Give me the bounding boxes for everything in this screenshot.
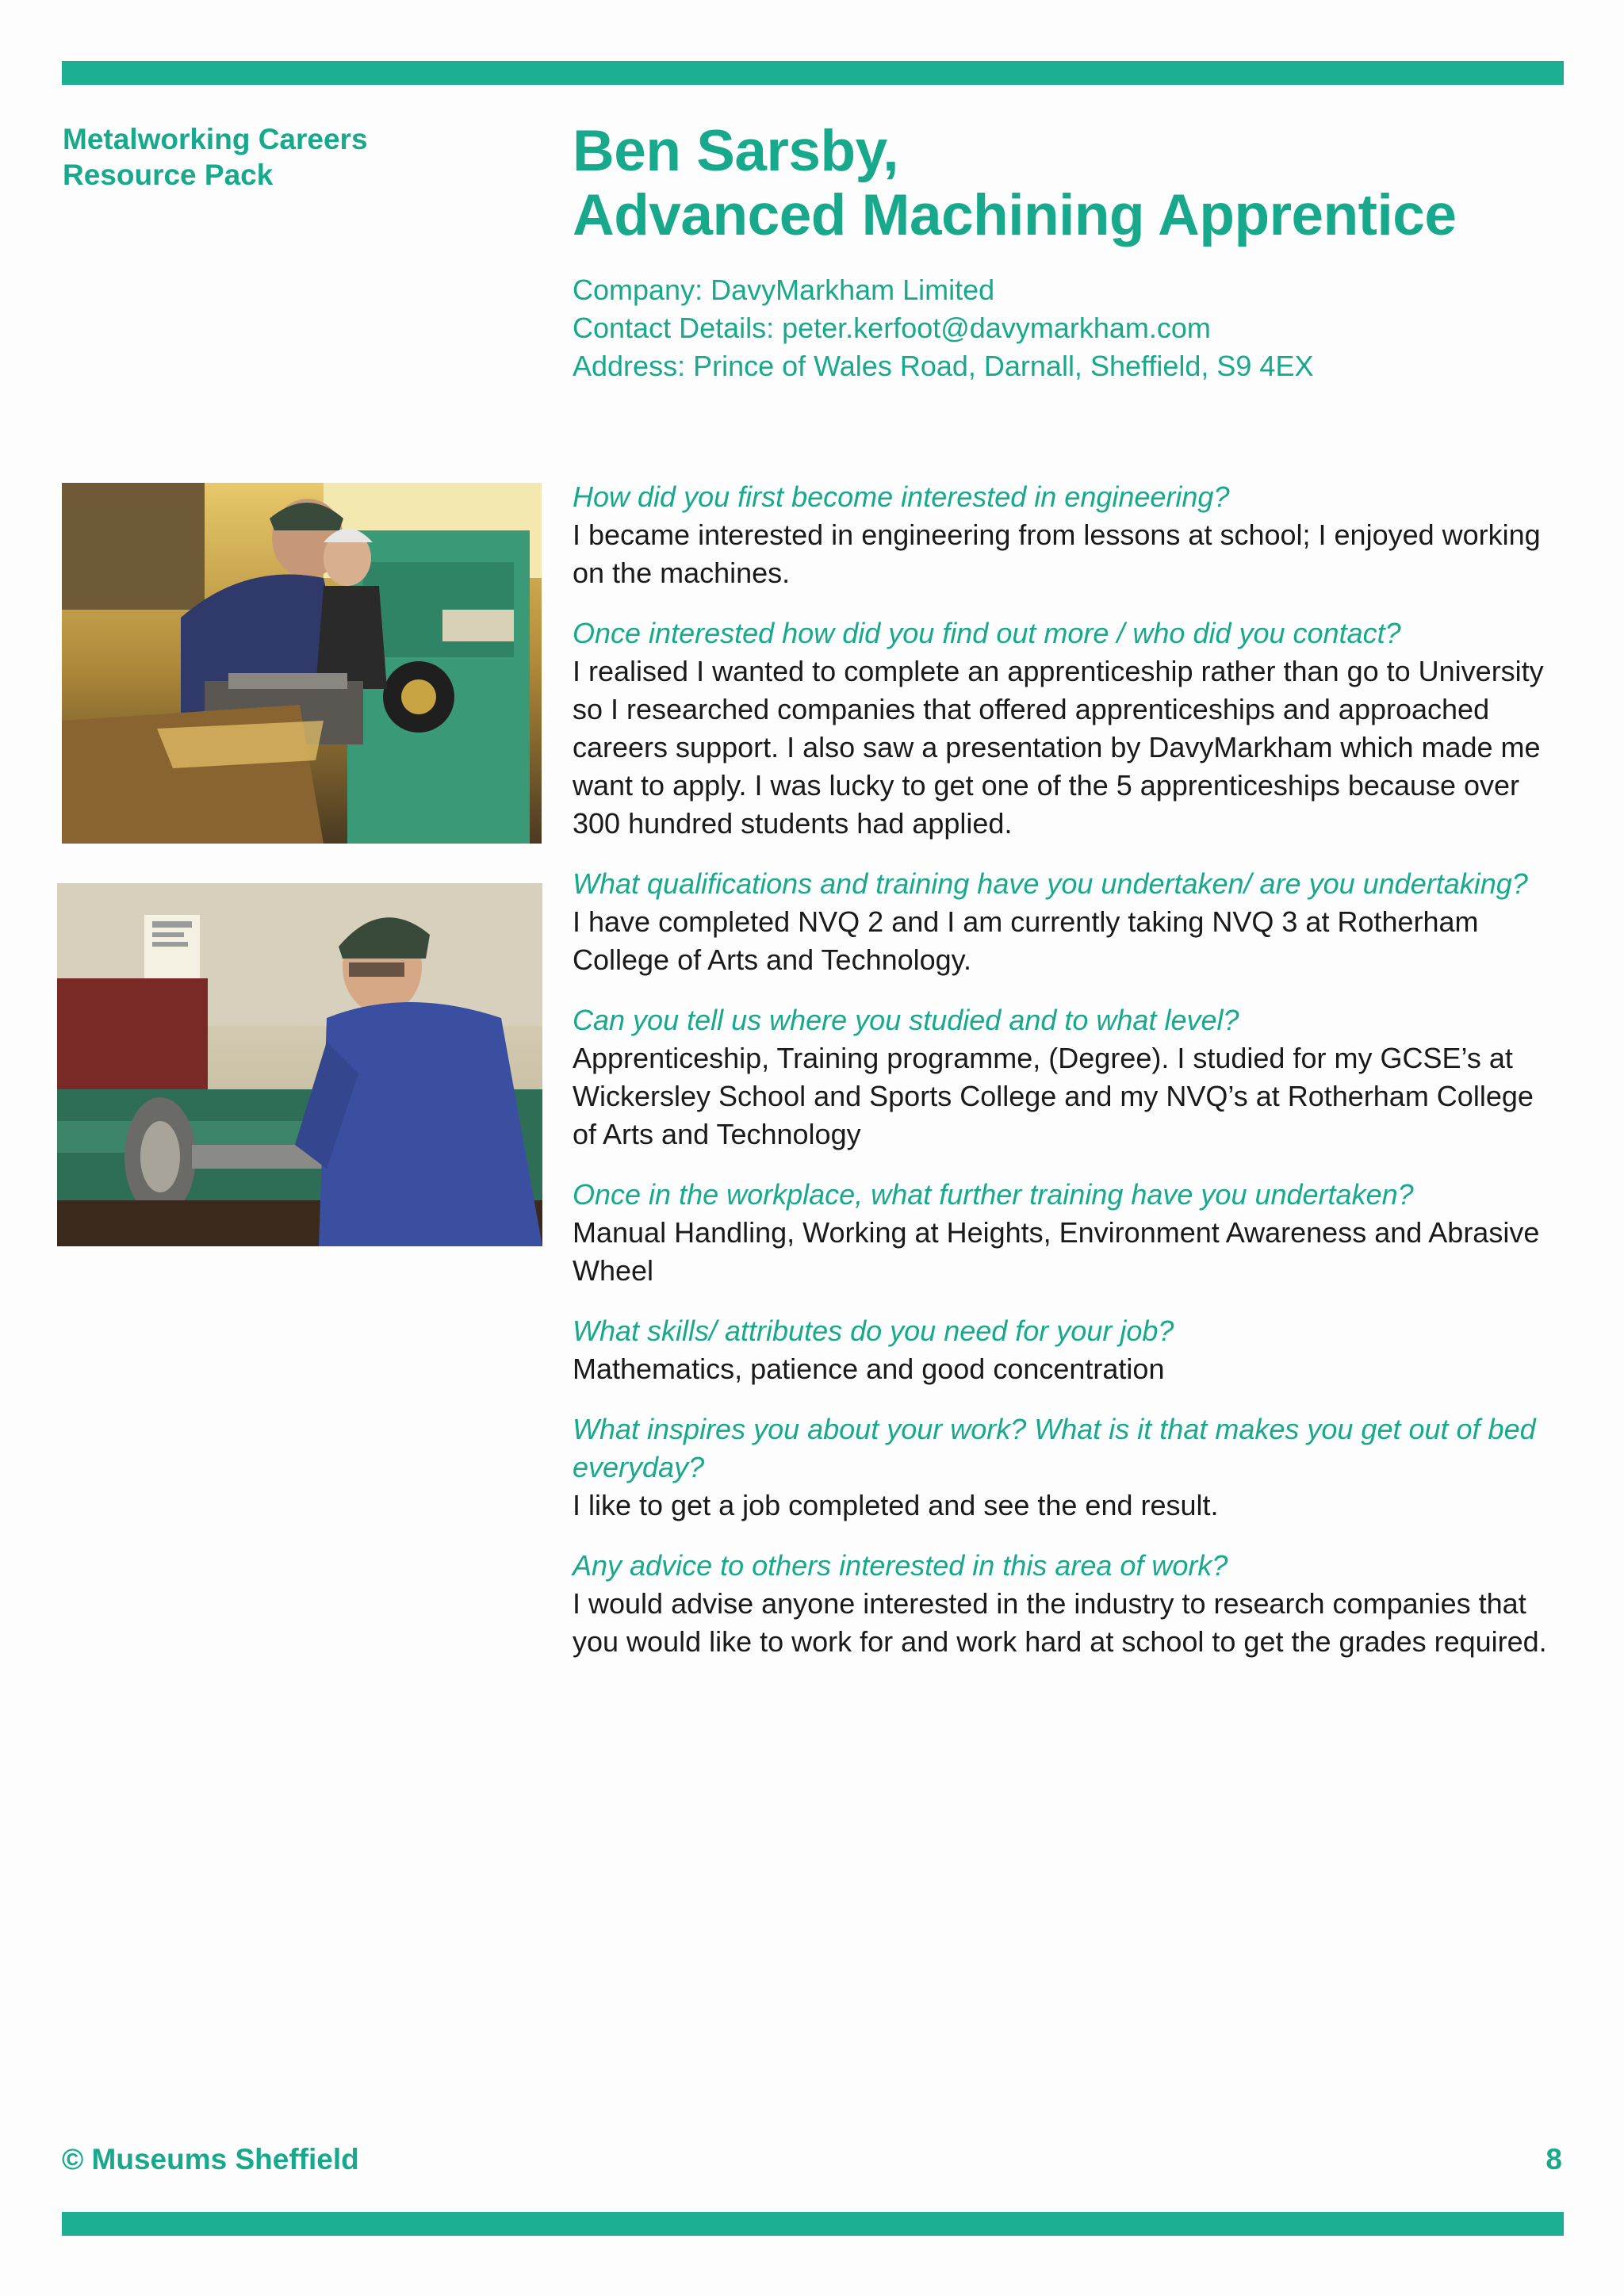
name-line1: Ben Sarsby, [573, 119, 899, 183]
question: What inspires you about your work? What is it that makes you get out of bed everyday? [573, 1413, 1536, 1483]
qa-item [573, 614, 1556, 843]
page-title [573, 119, 1572, 247]
interview-qa-list [573, 478, 1556, 1683]
answer: Apprenticeship, Training programme, (Degree). I studied for my GCSE’s at Wickersley School and Sports College and my NVQ’s at Rotherham College of Arts and Technology [573, 1042, 1534, 1150]
profile-header [573, 119, 1572, 385]
answer: I would advise anyone interested in the industry to research companies that you would like to work for and work hard at school to get the grades required. [573, 1587, 1547, 1658]
answer: Mathematics, patience and good concentration [573, 1353, 1165, 1385]
qa-item [573, 1410, 1556, 1525]
qa-item [573, 1312, 1556, 1388]
question: What qualifications and training have you undertaken/ are you undertaking? [573, 867, 1528, 900]
name-line2: Advanced Machining Apprentice [573, 183, 1457, 247]
qa-item [573, 1001, 1556, 1154]
question: What skills/ attributes do you need for your job? [573, 1314, 1174, 1347]
question: Can you tell us where you studied and to what level? [573, 1004, 1239, 1036]
company-line: Company: DavyMarkham Limited [573, 274, 995, 306]
contact-block [573, 271, 1572, 385]
page-number: 8 [1545, 2143, 1562, 2175]
photo-lathe [57, 883, 542, 1246]
question: Once interested how did you find out more / who did you contact? [573, 617, 1401, 649]
pack-title-line2: Resource Pack [63, 159, 274, 191]
footer-copyright: © Museums Sheffield [62, 2143, 359, 2175]
bottom-accent-bar [62, 2212, 1564, 2236]
contact-details-line: Contact Details: peter.kerfoot@davymarkham.com [573, 312, 1211, 344]
top-accent-bar [62, 61, 1564, 85]
answer: I have completed NVQ 2 and I am currently taking NVQ 3 at Rotherham College of Arts and Technology. [573, 905, 1479, 976]
question: How did you first become interested in engineering? [573, 480, 1230, 513]
photo-milling-machine [62, 483, 542, 844]
qa-item [573, 865, 1556, 979]
qa-item [573, 1547, 1556, 1661]
answer: Manual Handling, Working at Heights, Environment Awareness and Abrasive Wheel [573, 1216, 1540, 1287]
answer: I realised I wanted to complete an apprenticeship rather than go to University so I researched companies that offered apprenticeships and approached careers support. I also saw a presentation by DavyMarkham which made me want to apply. I was lucky to get one of the 5 apprenticeships because over 300 hundred students had applied. [573, 655, 1544, 840]
address-line: Address: Prince of Wales Road, Darnall, Sheffield, S9 4EX [573, 350, 1314, 382]
resource-pack-title [63, 121, 538, 193]
pack-title-line1: Metalworking Careers [63, 123, 368, 155]
qa-item [573, 1176, 1556, 1290]
qa-item [573, 478, 1556, 592]
answer: I became interested in engineering from lessons at school; I enjoyed working on the machines. [573, 519, 1541, 589]
question: Any advice to others interested in this area of work? [573, 1549, 1228, 1582]
question: Once in the workplace, what further training have you undertaken? [573, 1178, 1414, 1211]
answer: I like to get a job completed and see the end result. [573, 1489, 1219, 1521]
